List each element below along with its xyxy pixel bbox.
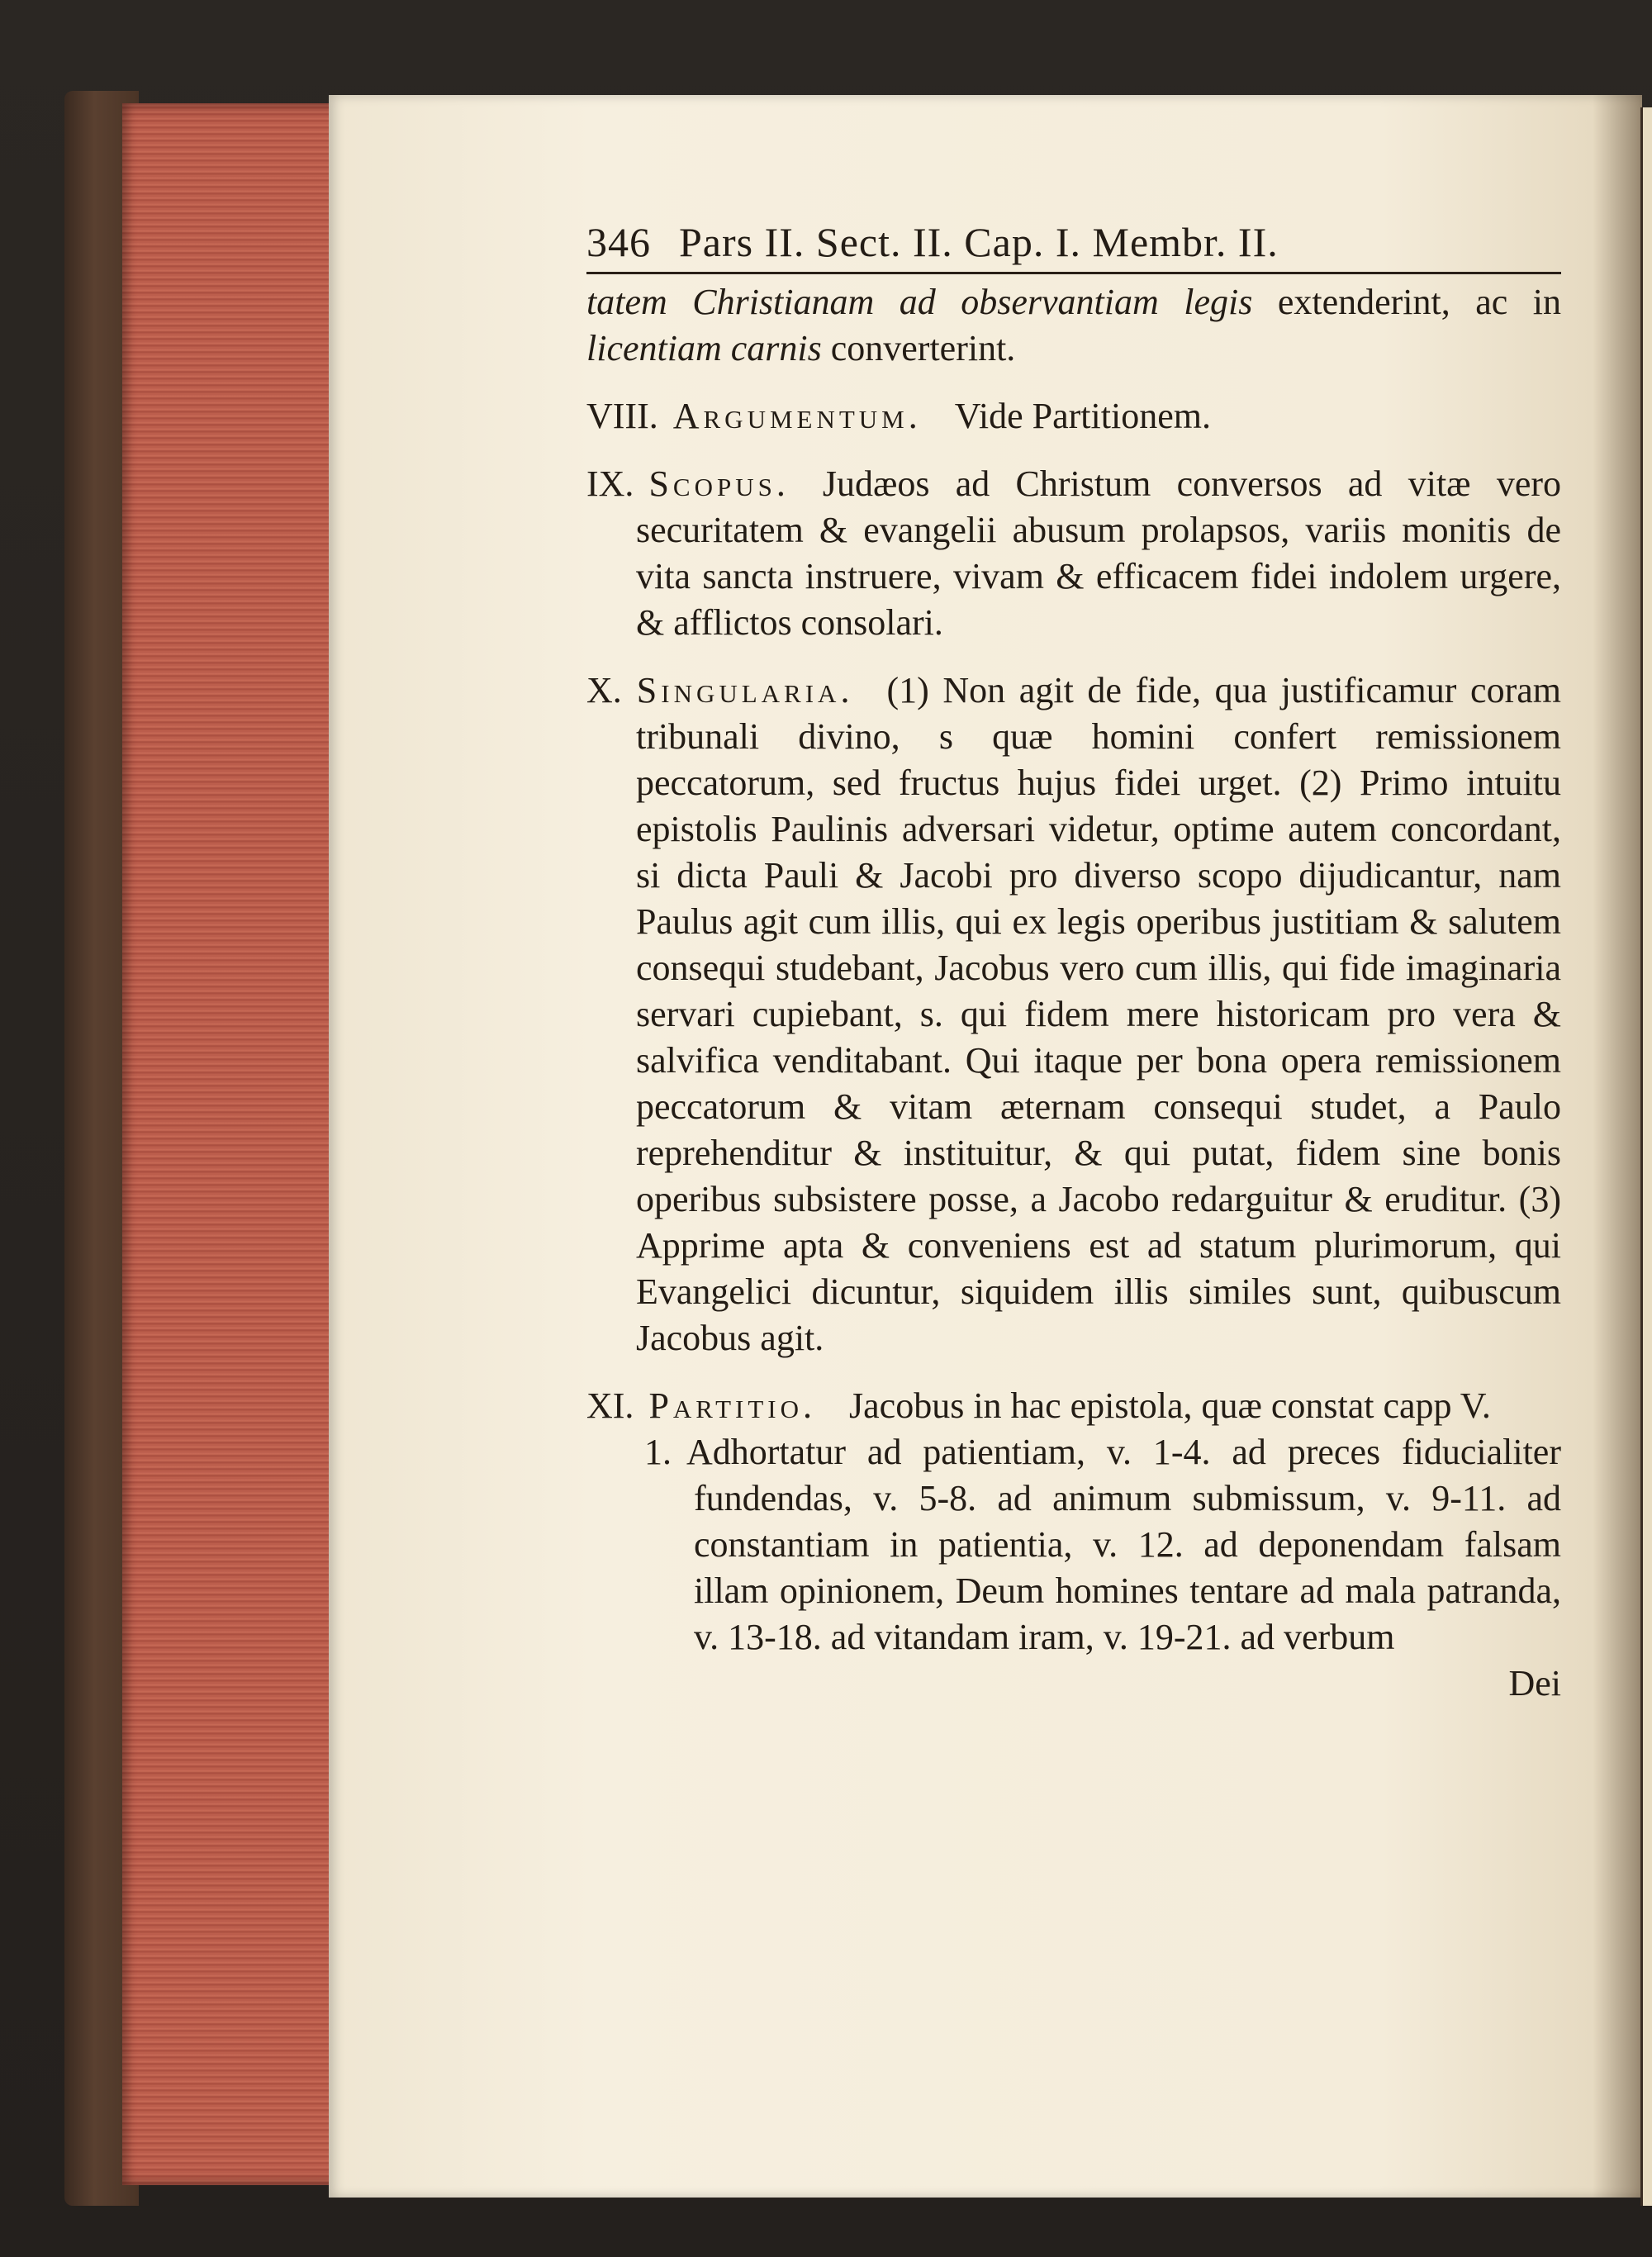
section-numeral: VIII.	[586, 396, 658, 436]
catchword: Dei	[1508, 1663, 1561, 1703]
section-text: Jacobus in hac epistola, quæ constat capp V.	[849, 1385, 1491, 1426]
section-numeral: XI.	[586, 1385, 634, 1426]
open-book	[64, 91, 1652, 2222]
header-rule	[586, 272, 1561, 274]
list-marker: 1.	[644, 1432, 672, 1472]
section-numeral: X.	[586, 670, 622, 710]
list-item	[644, 1429, 1561, 1661]
list-text: Adhortatur ad patientiam, v. 1-4. ad preces fiducialiter fundendas, v. 5-8. ad animum submissum, v. 9-11. ad constantiam in patientia, v. 12. ad deponendam falsam illam opinionem, Deum homines tentare ad mala patranda, v. 13-18. ad vitandam iram, v. 19-21. ad verbum	[686, 1432, 1561, 1657]
opening-italic-2: licentiam carnis	[586, 328, 822, 368]
section-scopus	[586, 461, 1561, 646]
opening-paragraph	[586, 279, 1561, 372]
section-text: Vide Partitionem.	[954, 396, 1211, 436]
section-numeral: IX.	[586, 463, 634, 504]
page-number: 346	[586, 219, 651, 265]
opening-text-1: extenderint, ac in	[1252, 282, 1561, 322]
section-argumentum	[586, 393, 1561, 440]
section-label: Partitio.	[648, 1385, 817, 1426]
section-label: Argumentum.	[672, 396, 922, 436]
opening-text-2: converterint.	[821, 328, 1016, 368]
facing-page-edge	[1640, 107, 1652, 2206]
section-partitio	[586, 1383, 1561, 1429]
book-page	[329, 95, 1642, 2198]
page-gutter	[1593, 95, 1642, 2198]
section-label: Scopus.	[648, 463, 790, 504]
page-text	[586, 219, 1561, 1707]
section-label: Singularia.	[636, 670, 854, 710]
section-singularia	[586, 668, 1561, 1361]
opening-italic-1: tatem Christianam ad observantiam legis	[586, 282, 1253, 322]
running-title: Pars II. Sect. II. Cap. I. Membr. II.	[679, 219, 1279, 265]
running-header	[586, 219, 1561, 265]
partitio-list	[644, 1429, 1561, 1661]
section-text: (1) Non agit de fide, qua justificamur coram tribunali divino, s quæ homini confert remissionem peccatorum, sed fructus hujus fidei urget. (2) Primo intuitu epistolis Paulinis adversari videtur, optime autem concordant, si dicta Pauli & Jacobi pro diverso scopo dijudicantur, nam Paulus agit cum illis, qui ex legis operibus justitiam & salutem consequi studebant, Jacobus vero cum illis, qui fide imaginaria servari cupiebant, s. qui fidem mere historicam pro vera & salvifica venditabant. Qui itaque per bona opera remissionem peccatorum & vitam æternam consequi studet, a Paulo reprehenditur & instituitur, & qui putat, fidem sine bonis operibus subsistere posse, a Jacobo redarguitur & eruditur. (3) Apprime apta & conveniens est ad statum plurimorum, qui Evangelici dicuntur, siquidem illis similes sunt, quibuscum Jacobus agit.	[636, 670, 1561, 1358]
section-text: Judæos ad Christum conversos ad vitæ vero securitatem & evangelii abusum prolapsos, variis monitis de vita sancta instruere, vivam & efficacem fidei indolem urgere, & afflictos consolari.	[636, 463, 1561, 643]
